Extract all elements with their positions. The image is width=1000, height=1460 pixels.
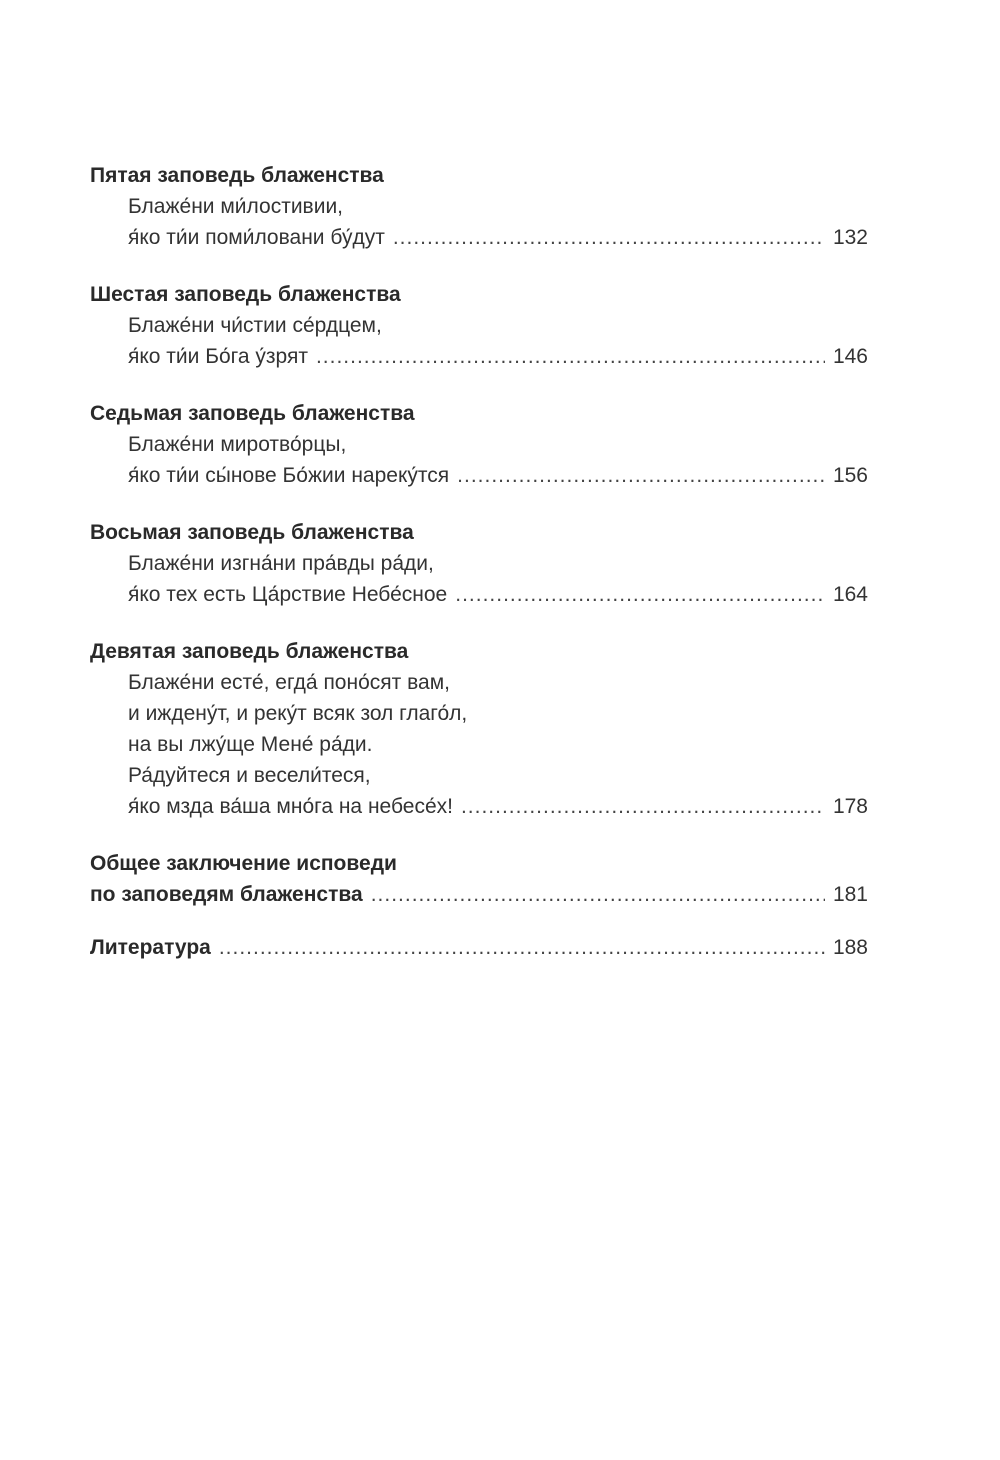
toc-entry-subtitle-line — [90, 191, 868, 222]
toc-entry-subtitle-text: Блаже́ни миротво́рцы, — [128, 433, 347, 456]
toc-entry-subtitle-text: я́ко ти́и поми́ловани бу́дут — [128, 226, 385, 249]
toc-entry-subtitle-line — [90, 548, 868, 579]
toc-entry-seventh-beatitude — [90, 398, 868, 491]
toc-entry-title-text: Общее заключение исповеди — [90, 852, 397, 875]
toc-entry-literature — [90, 932, 868, 963]
toc-page-number: 178 — [832, 795, 868, 818]
toc-entry-subtitle-line — [90, 341, 868, 372]
table-of-contents — [90, 160, 868, 989]
toc-entry-fifth-beatitude — [90, 160, 868, 253]
toc-page-number: 188 — [832, 936, 868, 959]
toc-entry-title — [90, 636, 868, 667]
dot-leader — [316, 341, 825, 372]
toc-entry-subtitle-line — [90, 429, 868, 460]
toc-entry-subtitle-text: Блаже́ни чи́стии се́рдцем, — [128, 314, 382, 337]
toc-entry-subtitle-text: я́ко ти́и Бо́га у́зрят — [128, 345, 308, 368]
toc-entry-subtitle-line — [90, 460, 868, 491]
toc-entry-subtitle-line — [90, 791, 868, 822]
toc-page-number: 164 — [832, 583, 868, 606]
toc-entry-title — [90, 848, 868, 879]
toc-page-number: 132 — [832, 226, 868, 249]
toc-entry-subtitle-line — [90, 760, 868, 791]
toc-entry-title-text: Пятая заповедь блаженства — [90, 164, 384, 187]
toc-entry-eighth-beatitude — [90, 517, 868, 610]
toc-entry-subtitle-line — [90, 222, 868, 253]
dot-leader — [457, 460, 825, 491]
toc-entry-subtitle-line — [90, 667, 868, 698]
toc-page-number: 146 — [832, 345, 868, 368]
toc-entry-title — [90, 879, 868, 910]
toc-entry-subtitle-text: Блаже́ни изгна́ни пра́вды ра́ди, — [128, 552, 434, 575]
toc-entry-title-text: Девятая заповедь блаженства — [90, 640, 409, 663]
toc-entry-title — [90, 517, 868, 548]
toc-entry-general-conclusion — [90, 848, 868, 910]
toc-entry-title — [90, 279, 868, 310]
toc-entry-title-text: Литература — [90, 936, 211, 959]
toc-entry-subtitle-text: Блаже́ни ми́лостивии, — [128, 195, 344, 218]
toc-entry-title-text: Седьмая заповедь блаженства — [90, 402, 415, 425]
toc-entry-subtitle-line — [90, 729, 868, 760]
toc-entry-subtitle-text: и иждену́т, и реку́т всяк зол глаго́л, — [128, 702, 468, 725]
toc-entry-sixth-beatitude — [90, 279, 868, 372]
toc-entry-subtitle-text: я́ко мзда ва́ша мно́га на небесе́х! — [128, 795, 453, 818]
toc-entry-title-text: Шестая заповедь блаженства — [90, 283, 401, 306]
toc-entry-title — [90, 932, 868, 963]
dot-leader — [371, 879, 825, 910]
toc-entry-title-text: по заповедям блаженства — [90, 883, 363, 906]
toc-entry-subtitle-line — [90, 310, 868, 341]
toc-entry-subtitle-text: я́ко тех есть Ца́рствие Небе́сное — [128, 583, 448, 606]
toc-entry-title — [90, 398, 868, 429]
toc-entry-subtitle-text: Ра́дуйтеся и весели́теся, — [128, 764, 371, 787]
toc-entry-ninth-beatitude — [90, 636, 868, 822]
toc-entry-title — [90, 160, 868, 191]
toc-entry-subtitle-line — [90, 698, 868, 729]
toc-entry-subtitle-text: я́ко ти́и сы́нове Бо́жии нареку́тся — [128, 464, 450, 487]
toc-entry-title-text: Восьмая заповедь блаженства — [90, 521, 414, 544]
toc-page-number: 181 — [832, 883, 868, 906]
dot-leader — [219, 932, 825, 963]
toc-page-number: 156 — [832, 464, 868, 487]
toc-entry-subtitle-text: Блаже́ни есте́, егда́ поно́сят вам, — [128, 671, 450, 694]
dot-leader — [461, 791, 825, 822]
dot-leader — [455, 579, 825, 610]
dot-leader — [393, 222, 825, 253]
toc-entry-subtitle-text: на вы лжу́ще Мене́ ра́ди. — [128, 733, 373, 756]
toc-entry-subtitle-line — [90, 579, 868, 610]
